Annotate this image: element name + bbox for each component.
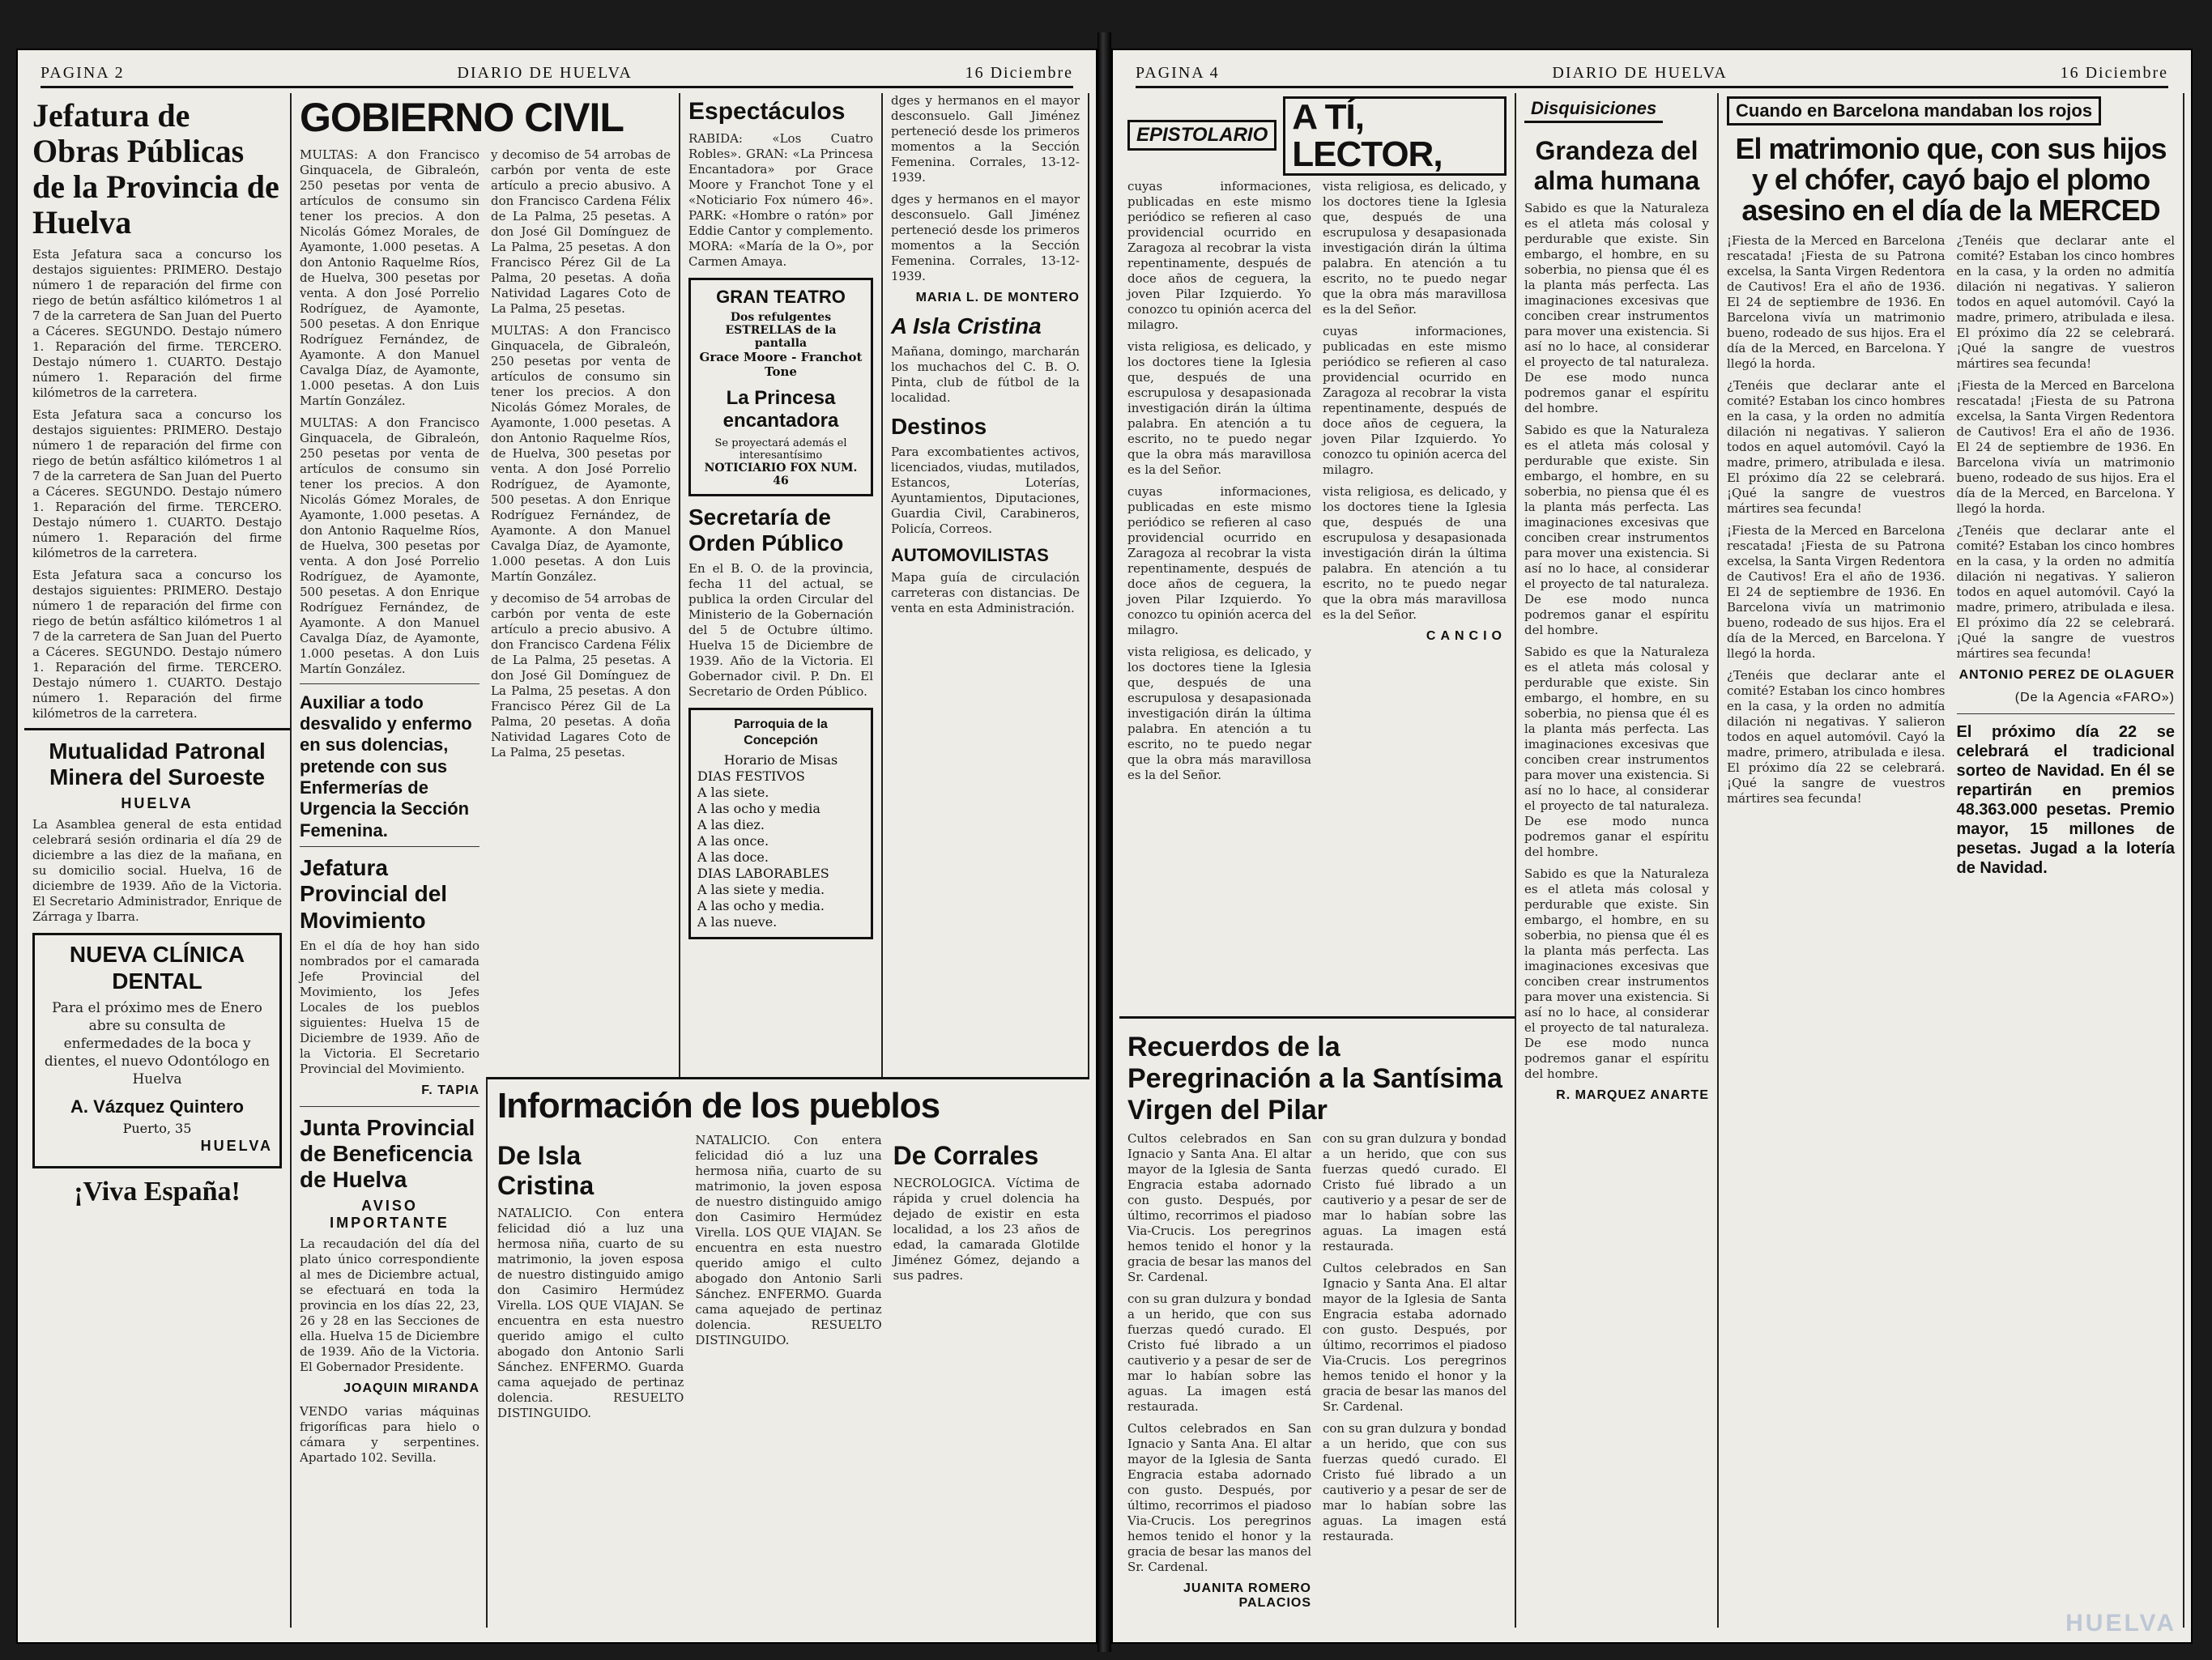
isla-body-b: NATALICIO. Con entera felicidad dió a luz una hermosa niña, cuarto de su matrimonio, la joven esposa de nuestro distinguido amigo don Casimiro Hermúdez Virella. LOS QUE VIAJAN. Se encuentra en esta nuestro querido amigo el culto abogado don Antonio Sarli Sánchez. ENFERMO. Guarda cama aquejado de pertinaz dolencia. RESUELTO DISTINGUIDO. bbox=[695, 1133, 882, 1348]
espectaculos-title: Espectáculos bbox=[688, 98, 846, 125]
left-date: 16 Diciembre bbox=[965, 64, 1073, 82]
teatro-sub: Dos refulgentes ESTRELLAS de la pantalla bbox=[725, 311, 837, 351]
gobierno-body-1b: MULTAS: A don Francisco Ginquacela, de Gibraleón, 250 pesetas por venta de artículos de consumo sin tener los precios. A don Nicolás Gómez Morales, de Ayamonte, 1.000 pesetas. A don Antonio Raquelme Ríos, de Huelva, 300 pesetas por venta. A don José Porrelio Rodríguez, de Ayamonte, 500 pesetas. A don Enrique Rodríguez Fernández, de Ayamonte. A don Manuel Cavalga Díaz, de Ayamonte, 1.000 pesetas. A don Luis Martín González. bbox=[300, 415, 479, 676]
isla-title: De Isla Cristina bbox=[497, 1141, 595, 1200]
right-paper-name: DIARIO DE HUELVA bbox=[1552, 64, 1728, 82]
parroquia-title: Parroquia de la Concepción bbox=[734, 717, 828, 747]
pilar-body-2: con su gran dulzura y bondad a un herido, que con sus fuerzas quedó curado. El Cristo fué librado a un cautiverio y a pesar de ser de mar lo habían sobre las aguas. La imagen está restaurada. bbox=[1323, 1131, 1507, 1254]
junta-sig: JOAQUIN MIRANDA bbox=[343, 1381, 479, 1396]
barcelona-title: El matrimonio que, con sus hijos y el chófer, cayó bajo el plomo asesino en el día de la MERCED bbox=[1735, 132, 2167, 227]
viva-espana: ¡Viva España! bbox=[74, 1177, 241, 1207]
destinos-title: Destinos bbox=[891, 414, 987, 440]
teatro-news: NOTICIARIO FOX NUM. 46 bbox=[704, 461, 858, 487]
barcelona-body-2c: ¿Tenéis que declarar ante el comité? Estaban los cinco hombres en la casa, y la orden no admitía dilación ni negativas. Y salieron todos en aquel automóvil. Cayó la madre, primero, atribulada e ilesa. El próximo día 22 se celebrará. ¡Qué la sangre de vuestros mártires sea fecunda! bbox=[1956, 523, 2175, 662]
destinos-body: Para excombatientes activos, licenciados, viudas, mutilados, Estancos, Loterías, Ayuntamientos, Diputaciones, Guardia Civil, Carabineros, Policía, Correos. bbox=[891, 445, 1080, 537]
junta-extra: VENDO varias máquinas frigoríficas para hielo o cámara y serpentines. Apartado 102. Sevilla. bbox=[300, 1404, 479, 1466]
parroquia-box bbox=[688, 708, 873, 939]
divider bbox=[24, 728, 290, 730]
laborable-3: A las nueve. bbox=[697, 913, 778, 930]
informacion-block bbox=[486, 1077, 1089, 1628]
disquisiciones-body-c: Sabido es que la Naturaleza es el atleta más colosal y perdurable que existe. Sin embargo, el hombre, en su soberbia, no piensa que él es la planta más perfecta. Las imaginaciones excesivas que conciben crear instrumentos para mover una existencia. Si así no lo hace, al considerar el proyecto de tal naturaleza. De ese modo nunca podremos ganar el espíritu del hombre. bbox=[1524, 644, 1709, 859]
parroquia-sub: Horario de Misas bbox=[723, 751, 838, 768]
archive-watermark: HUELVA bbox=[2065, 1610, 2176, 1637]
left-folio bbox=[40, 55, 1073, 88]
barcelona-body-2: ¿Tenéis que declarar ante el comité? Estaban los cinco hombres en la casa, y la orden no admitía dilación ni negativas. Y salieron todos en aquel automóvil. Cayó la madre, primero, atribulada e ilesa. El próximo día 22 se celebrará. ¡Qué la sangre de vuestros mártires sea fecunda! bbox=[1956, 233, 2175, 372]
epistolario-body-2b: cuyas informaciones, publicadas en este mismo periódico se refieren al caso providencial ocurrido en Zaragoza al recobrar la vista repentinamente, después de doce años de ceguera, la joven Pilar Izquierdo. Yo conozco tu opinión acerca del milagro. bbox=[1323, 324, 1507, 478]
disquisiciones-kicker: Disquisiciones bbox=[1524, 96, 1663, 123]
festivo-1: A las siete. bbox=[697, 784, 769, 800]
obras-title: Jefatura de Obras Públicas de la Provincia de Huelva bbox=[32, 97, 279, 240]
dental-ad bbox=[32, 933, 282, 1168]
loteria-notice: El próximo día 22 se celebrará el tradicional sorteo de Navidad. En él se repartirán en premios 48.363.000 pesetas. Premio mayor, 15 millones de pesetas. Jugad a la lotería de Navidad. bbox=[1956, 723, 2175, 878]
barcelona-body-1c: ¡Fiesta de la Merced en Barcelona rescatada! ¡Fiesta de su Patrona excelsa, la Santa Virgen Redentora de Cautivos! Era el año de 1936. El 24 de septiembre de 1936. En Barcelona vivía un matrimonio bueno, rodeado de sus hijos. Era el día de la Merced, en Barcelona. Y llegó la horda. bbox=[1727, 523, 1946, 662]
teatro-stars: Grace Moore - Franchot Tone bbox=[699, 350, 863, 380]
epistolario-body-1c: cuyas informaciones, publicadas en este mismo periódico se refieren al caso providencial ocurrido en Zaragoza al recobrar la vista repentinamente, después de doce años de ceguera, la joven Pilar Izquierdo. Yo conozco tu opinión acerca del milagro. bbox=[1127, 484, 1311, 638]
epistolario-p2-body-b: dges y hermanos en el mayor desconsuelo. Gall Jiménez perteneció desde los primeros momentos a la Sección Femenina. Corrales, 13-12-1939. bbox=[891, 192, 1080, 283]
epistolario-body-1: cuyas informaciones, publicadas en este mismo periódico se refieren al caso providencial ocurrido en Zaragoza al recobrar la vista repentinamente, después de doce años de ceguera, la joven Pilar Izquierdo. Yo conozco tu opinión acerca del milagro. bbox=[1127, 179, 1311, 333]
dental-address: Puerto, 35 bbox=[122, 1121, 192, 1137]
left-page-number: PAGINA 2 bbox=[40, 64, 125, 82]
epistolario-p2-body: dges y hermanos en el mayor desconsuelo. Gall Jiménez perteneció desde los primeros momentos a la Sección Femenina. Corrales, 13-12-1939. bbox=[891, 93, 1080, 185]
pilar-body-1c: Cultos celebrados en San Ignacio y Santa Ana. El altar mayor de la Iglesia de Santa Engracia estaba adornado con gusto. Después, por último, recorrimos el piadoso Via-Crucis. Los peregrinos hemos tenido el honor y la gracia de besar las manos del Sr. Cardenal. bbox=[1127, 1421, 1311, 1575]
teatro-note: Se proyectará además el interesantísimo bbox=[714, 436, 847, 462]
pilar-block bbox=[1119, 1016, 1516, 1628]
dental-city: HUELVA bbox=[200, 1138, 273, 1155]
barcelona-sig-sub: (De la Agencia «FARO») bbox=[2014, 691, 2175, 705]
espectaculos-body: RABIDA: «Los Cuatro Robles». GRAN: «La Princesa Encantadora» por Grace Moore y Franchot Tone y el «Noticiario Fox número 46». PARK: «Hombre o ratón» por Eddie Cantor y complemento. MORA: «María de la O», por Carmen Amaya. bbox=[688, 131, 873, 269]
festivo-3: A las diez. bbox=[697, 816, 765, 832]
barcelona-body-1: ¡Fiesta de la Merced en Barcelona rescatada! ¡Fiesta de su Patrona excelsa, la Santa Virgen Redentora de Cautivos! Era el año de 1936. El 24 de septiembre de 1936. En Barcelona vivía un matrimonio bueno, rodeado de sus hijos. Era el día de la Merced, en Barcelona. Y llegó la horda. bbox=[1727, 233, 1946, 372]
dental-doctor: A. Vázquez Quintero bbox=[70, 1096, 244, 1117]
corrales-title: De Corrales bbox=[893, 1141, 1039, 1171]
pilar-body-1: Cultos celebrados en San Ignacio y Santa Ana. El altar mayor de la Iglesia de Santa Engracia estaba adornado con gusto. Después, por último, recorrimos el piadoso Via-Crucis. Los peregrinos hemos tenido el honor y la gracia de besar las manos del Sr. Cardenal. bbox=[1127, 1131, 1311, 1285]
barcelona-sig: ANTONIO PEREZ DE OLAGUER bbox=[1958, 668, 2175, 683]
festivo-5: A las doce. bbox=[697, 849, 769, 865]
laborable-1: A las siete y media. bbox=[697, 881, 825, 897]
movimiento-body: En el día de hoy han sido nombrados por el camarada Jefe Provincial del Movimiento, los Jefes Locales de los pueblos siguientes: Huelva 15 de Diciembre de 1939. Año de la Victoria. El Secretario Provincial del Movimiento. bbox=[300, 938, 479, 1076]
teatro-ad bbox=[688, 278, 873, 496]
dias-laborables: DIAS LABORABLES bbox=[697, 865, 829, 881]
disquisiciones-sig: R. MARQUEZ ANARTE bbox=[1556, 1088, 1709, 1102]
secretaria-body: En el B. O. de la provincia, fecha 11 del actual, se publica la orden Circular del Ministerio de la Gobernación del 5 de Octubre último. Huelva 15 de Diciembre de 1939. Año de la Victoria. El Gobernador civil. P. Dn. El Secretario de Orden Público. bbox=[688, 560, 873, 699]
obras-body: Esta Jefatura saca a concurso los destajos siguientes: PRIMERO. Destajo número 1 de reparación del firme con riego de betún asfáltico kilómetros 1 al 7 de la carretera de San Juan del Puerto a Cáceres. SEGUNDO. Destajo número 1. Reparación del firme. TERCERO. Destajo número 1. CUARTO. Destajo número 1. Reparación del firme kilómetros de la carretera. bbox=[32, 247, 282, 400]
pilar-body-1b: con su gran dulzura y bondad a un herido, que con sus fuerzas quedó curado. El Cristo fué librado a un cautiverio y a pesar de ser de mar lo habían sobre las aguas. La imagen está restaurada. bbox=[1127, 1292, 1311, 1415]
pilar-body-2c: con su gran dulzura y bondad a un herido, que con sus fuerzas quedó curado. El Cristo fué librado a un cautiverio y a pesar de ser de mar lo habían sobre las aguas. La imagen está restaurada. bbox=[1323, 1421, 1507, 1544]
dental-title: NUEVA CLÍNICA DENTAL bbox=[69, 942, 245, 994]
junta-sub: AVISO IMPORTANTE bbox=[330, 1198, 450, 1232]
mutualidad-title: Mutualidad Patronal Minera del Suroeste bbox=[49, 738, 266, 790]
informacion-title: Información de los pueblos bbox=[497, 1086, 940, 1126]
epistolario-body-1d: vista religiosa, es delicado, y los doctores tiene la Iglesia que, después de una escrupulosa y desapasionada investigación dirán la última palabra. En atención a tu escrito, no te puedo negar que la obra más maravillosa es la del Señor. bbox=[1127, 645, 1311, 783]
barcelona-block bbox=[1719, 93, 2184, 1628]
auxiliar-text: Auxiliar a todo desvalido y enfermo en sus dolencias, pretende con sus Enfermerías de Urgencia la Sección Femenina. bbox=[300, 692, 472, 841]
barcelona-body-1d: ¿Tenéis que declarar ante el comité? Estaban los cinco hombres en la casa, y la orden no admitía dilación ni negativas. Y salieron todos en aquel automóvil. Cayó la madre, primero, atribulada e ilesa. El próximo día 22 se celebrará. ¡Qué la sangre de vuestros mártires sea fecunda! bbox=[1727, 668, 1946, 807]
epistolario-sig: CANCIO bbox=[1426, 629, 1507, 644]
pilar-body-2b: Cultos celebrados en San Ignacio y Santa Ana. El altar mayor de la Iglesia de Santa Engracia estaba adornado con gusto. Después, por último, recorrimos el piadoso Via-Crucis. Los peregrinos hemos tenido el honor y la gracia de besar las manos del Sr. Cardenal. bbox=[1323, 1261, 1507, 1415]
barcelona-kicker: Cuando en Barcelona mandaban los rojos bbox=[1727, 96, 2101, 126]
barcelona-body-1b: ¿Tenéis que declarar ante el comité? Estaban los cinco hombres en la casa, y la orden no admitía dilación ni negativas. Y salieron todos en aquel automóvil. Cayó la madre, primero, atribulada e ilesa. El próximo día 22 se celebrará. ¡Qué la sangre de vuestros mártires sea fecunda! bbox=[1727, 378, 1946, 517]
right-folio bbox=[1136, 55, 2168, 88]
epistolario-title: A TÍ, LECTOR, bbox=[1283, 96, 1507, 176]
isla-body: NATALICIO. Con entera felicidad dió a luz una hermosa niña, cuarto de su matrimonio, la joven esposa de nuestro distinguido amigo don Casimiro Hermúdez Virella. LOS QUE VIAJAN. Se encuentra en esta nuestro querido amigo el culto abogado don Antonio Sarli Sánchez. ENFERMO. Guarda cama aquejado de pertinaz dolencia. RESUELTO DISTINGUIDO. bbox=[497, 1205, 684, 1420]
junta-title: Junta Provincial de Beneficencia de Huelva bbox=[300, 1114, 475, 1193]
dias-festivos: DIAS FESTIVOS bbox=[697, 768, 805, 784]
gobierno-body-2b: MULTAS: A don Francisco Ginquacela, de Gibraleón, 250 pesetas por venta de artículos de consumo sin tener los precios. A don Nicolás Gómez Morales, de Ayamonte, 1.000 pesetas. A don Antonio Raquelme Ríos, de Huelva, 300 pesetas por venta. A don José Porrelio Rodríguez, de Ayamonte, 500 pesetas. A don Enrique Rodríguez Fernández, de Ayamonte. A don Manuel Cavalga Díaz, de Ayamonte, 1.000 pesetas. A don Luis Martín González. bbox=[491, 322, 671, 584]
epistolario-body-2: vista religiosa, es delicado, y los doctores tiene la Iglesia que, después de una escrupulosa y desapasionada investigación dirán la última palabra. En atención a tu escrito, no te puedo negar que la obra más maravillosa es la del Señor. bbox=[1323, 179, 1507, 317]
obras-body-cont2: Esta Jefatura saca a concurso los destajos siguientes: PRIMERO. Destajo número 1 de reparación del firme con riego de betún asfáltico kilómetros 1 al 7 de la carretera de San Juan del Puerto a Cáceres. SEGUNDO. Destajo número 1. Reparación del firme. TERCERO. Destajo número 1. CUARTO. Destajo número 1. Reparación del firme kilómetros de la carretera. bbox=[32, 568, 282, 721]
gobierno-body-1: MULTAS: A don Francisco Ginquacela, de Gibraleón, 250 pesetas por venta de artículos de consumo sin tener los precios. A don Nicolás Gómez Morales, de Ayamonte, 1.000 pesetas. A don Antonio Raquelme Ríos, de Huelva, 300 pesetas por venta. A don José Porrelio Rodríguez, de Ayamonte, 500 pesetas. A don Enrique Rodríguez Fernández, de Ayamonte. A don Manuel Cavalga Díaz, de Ayamonte, 1.000 pesetas. A don Luis Martín González. bbox=[300, 147, 479, 408]
binding-gutter bbox=[1097, 32, 1111, 1652]
epistolario-body-1b: vista religiosa, es delicado, y los doctores tiene la Iglesia que, después de una escrupulosa y desapasionada investigación dirán la última palabra. En atención a tu escrito, no te puedo negar que la obra más maravillosa es la del Señor. bbox=[1127, 339, 1311, 478]
junta-body: La recaudación del día del plato único correspondiente al mes de Diciembre actual, se efectuará en toda la provincia en los días 22, 23, 26 y 28 en las Secciones de ella. Huelva 15 de Diciembre de 1939. Año de la Victoria. El Gobernador Presidente. bbox=[300, 1236, 479, 1375]
disquisiciones-body-d: Sabido es que la Naturaleza es el atleta más colosal y perdurable que existe. Sin embargo, el hombre, en su soberbia, no piensa que él es la planta más perfecta. Las imaginaciones excesivas que conciben crear instrumentos para mover una existencia. Si así no lo hace, al considerar el proyecto de tal naturaleza. De ese modo nunca podremos ganar el espíritu del hombre. bbox=[1524, 866, 1709, 1081]
gobierno-body-2c: y decomiso de 54 arrobas de carbón por venta de este artículo a precio abusivo. A don Francisco Cardena Félix de La Palma, 25 pesetas. A don José Gil Domínguez de La Palma, 25 pesetas. A don Francisco Pérez Gil de La Palma, 20 pesetas. A doña Natividad Lagares Coto de La Palma, 25 pesetas. bbox=[491, 590, 671, 760]
auto-body: Mapa guía de circulación carreteras con distancias. De venta en esta Administración. bbox=[891, 569, 1080, 615]
gobierno-title: GOBIERNO CIVIL bbox=[300, 95, 624, 140]
festivo-2: A las ocho y media bbox=[697, 800, 820, 816]
festivo-4: A las once. bbox=[697, 832, 769, 849]
left-column-1 bbox=[24, 93, 292, 1628]
pilar-sig: JUANITA ROMERO PALACIOS bbox=[1183, 1581, 1311, 1611]
epistolario-kicker: EPISTOLARIO bbox=[1127, 120, 1276, 151]
dental-body: Para el próximo mes de Enero abre su consulta de enfermedades de la boca y dientes, el nuevo Odontólogo en Huelva bbox=[44, 999, 271, 1088]
corrales-body: NECROLOGICA. Víctima de rápida y cruel dolencia ha dejado de existir en esta localidad, a los 23 años de edad, la camarada Glotilde Jiménez Gómez, dejando a sus padres. bbox=[893, 1175, 1080, 1283]
disquisiciones-body-b: Sabido es que la Naturaleza es el atleta más colosal y perdurable que existe. Sin embargo, el hombre, en su soberbia, no piensa que él es la planta más perfecta. Las imaginaciones excesivas que conciben crear instrumentos para mover una existencia. Si así no lo hace, al considerar el proyecto de tal naturaleza. De ese modo nunca podremos ganar el espíritu del hombre. bbox=[1524, 422, 1709, 637]
disquisiciones-body: Sabido es que la Naturaleza es el atleta más colosal y perdurable que existe. Sin embargo, el hombre, en su soberbia, no piensa que él es la planta más perfecta. Las imaginaciones excesivas que conciben crear instrumentos para mover una existencia. Si así no lo hace, al considerar el proyecto de tal naturaleza. De ese modo nunca podremos ganar el espíritu del hombre. bbox=[1524, 200, 1709, 415]
mutualidad-body: La Asamblea general de esta entidad celebrará sesión ordinaria el día 29 de diciembre a las diez de la mañana, en su domicilio social. Huelva, 16 de diciembre de 1939. Año de la Victoria. El Secretario Administrador, Enrique de Zárraga y Ibarra. bbox=[32, 817, 282, 925]
teatro-title: GRAN TEATRO bbox=[716, 287, 846, 307]
right-page-number: PAGINA 4 bbox=[1136, 64, 1220, 82]
isla2-body: Mañana, domingo, marcharán los muchachos del C. B. O. Pinta, club de fútbol de la localidad. bbox=[891, 344, 1080, 406]
laborable-2: A las ocho y media. bbox=[697, 897, 825, 913]
barcelona-body-2b: ¡Fiesta de la Merced en Barcelona rescatada! ¡Fiesta de su Patrona excelsa, la Santa Virgen Redentora de Cautivos! Era el año de 1936. El 24 de septiembre de 1936. En Barcelona vivía un matrimonio bueno, rodeado de sus hijos. Era el día de la Merced, en Barcelona. Y llegó la horda. bbox=[1956, 378, 2175, 517]
mutualidad-sub: HUELVA bbox=[121, 795, 194, 812]
gobierno-body-2: y decomiso de 54 arrobas de carbón por venta de este artículo a precio abusivo. A don Francisco Cardena Félix de La Palma, 25 pesetas. A don José Gil Domínguez de La Palma, 25 pesetas. A don Francisco Pérez Gil de La Palma, 20 pesetas. A doña Natividad Lagares Coto de La Palma, 25 pesetas. bbox=[491, 147, 671, 316]
right-page bbox=[1111, 49, 2193, 1644]
epistolario-p2-sig: MARIA L. DE MONTERO bbox=[915, 291, 1080, 304]
epistolario-body-2c: vista religiosa, es delicado, y los doctores tiene la Iglesia que, después de una escrupulosa y desapasionada investigación dirán la última palabra. En atención a tu escrito, no te puedo negar que la obra más maravillosa es la del Señor. bbox=[1323, 484, 1507, 623]
obras-body-cont: Esta Jefatura saca a concurso los destajos siguientes: PRIMERO. Destajo número 1 de reparación del firme con riego de betún asfáltico kilómetros 1 al 7 de la carretera de San Juan del Puerto a Cáceres. SEGUNDO. Destajo número 1. Reparación del firme. TERCERO. Destajo número 1. CUARTO. Destajo número 1. Reparación del firme kilómetros de la carretera. bbox=[32, 407, 282, 560]
teatro-film: La Princesa encantadora bbox=[722, 387, 839, 432]
movimiento-sig: F. TAPIA bbox=[421, 1083, 479, 1097]
pilar-title: Recuerdos de la Peregrinación a la Santísima Virgen del Pilar bbox=[1127, 1032, 1502, 1126]
epistolario-block bbox=[1119, 93, 1516, 1016]
isla2-title: A Isla Cristina bbox=[891, 313, 1042, 338]
disquisiciones-title: Grandeza del alma humana bbox=[1533, 136, 1700, 195]
secretaria-title: Secretaría de Orden Público bbox=[688, 504, 844, 555]
left-paper-name: DIARIO DE HUELVA bbox=[457, 64, 633, 82]
left-page bbox=[16, 49, 1097, 1644]
auto-title: AUTOMOVILISTAS bbox=[891, 545, 1049, 566]
disquisiciones-column bbox=[1516, 93, 1719, 1628]
right-date: 16 Diciembre bbox=[2060, 64, 2168, 82]
movimiento-title: Jefatura Provincial del Movimiento bbox=[300, 855, 448, 933]
